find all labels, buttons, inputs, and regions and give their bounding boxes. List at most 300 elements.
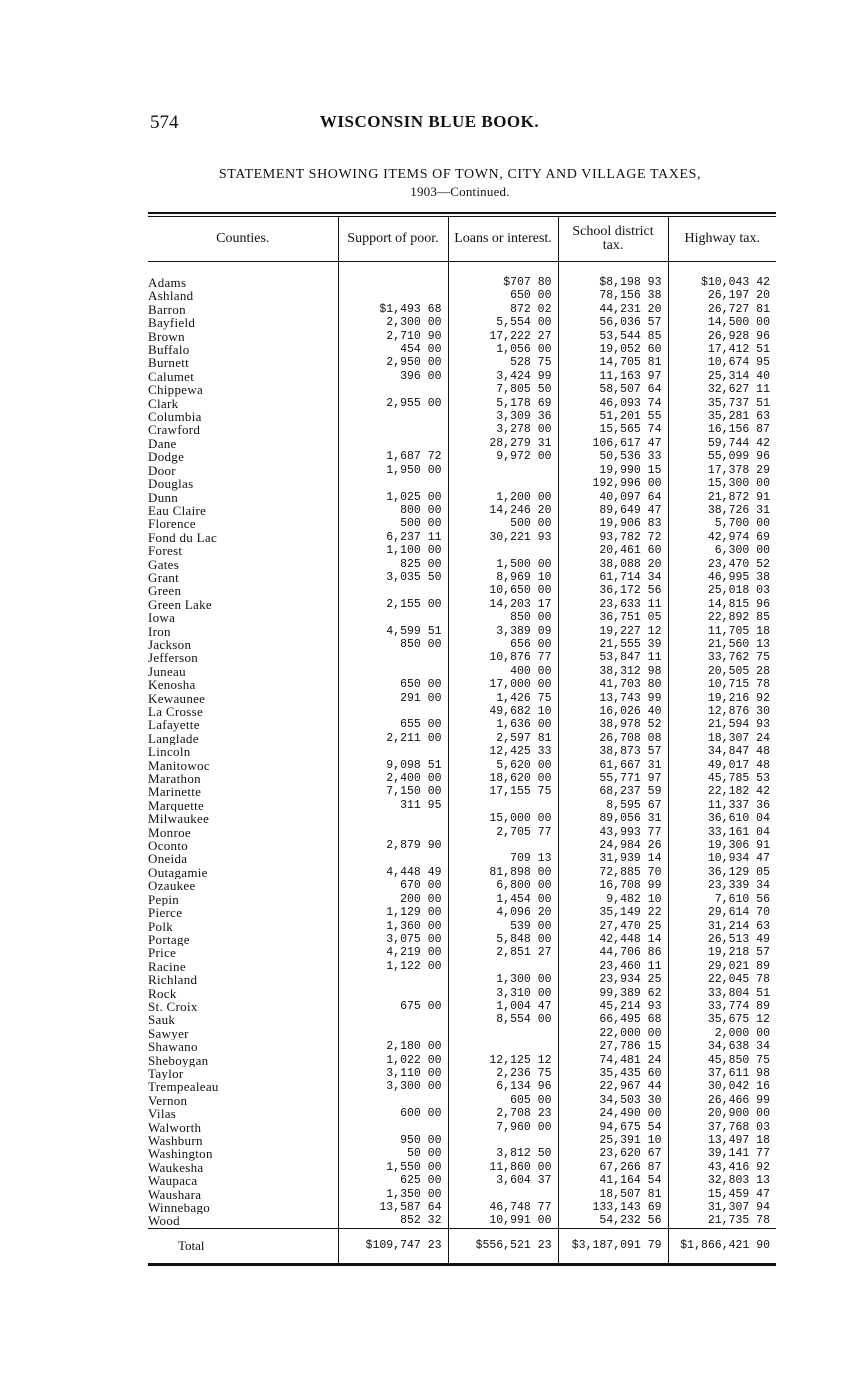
- highway-tax: 10,715 78: [668, 678, 776, 691]
- loans-or-interest: 3,424 99: [448, 370, 558, 383]
- county-name: Lincoln: [148, 745, 191, 759]
- county-name: Rock: [148, 986, 177, 1000]
- loans-or-interest: 650 00: [448, 289, 558, 302]
- highway-tax: 25,018 03: [668, 584, 776, 597]
- support-of-poor: 2,710 90: [338, 330, 448, 343]
- loans-or-interest: [448, 1027, 558, 1040]
- school-district-tax: 38,088 20: [558, 558, 668, 571]
- support-of-poor: 1,550 00: [338, 1161, 448, 1174]
- school-district-tax: 19,227 12: [558, 625, 668, 638]
- county-name: Sauk: [148, 1013, 176, 1027]
- school-district-tax: 18,507 81: [558, 1188, 668, 1201]
- support-of-poor: 3,300 00: [338, 1080, 448, 1093]
- county-name: Richland: [148, 973, 198, 987]
- support-of-poor: 2,211 00: [338, 732, 448, 745]
- county-name: Chippewa: [148, 383, 204, 397]
- county-name: Wood: [148, 1214, 180, 1229]
- school-district-tax: 94,675 54: [558, 1121, 668, 1134]
- total-label: Total: [148, 1228, 338, 1263]
- school-district-tax: 11,163 97: [558, 370, 668, 383]
- table-row: [148, 946, 776, 959]
- highway-tax: 15,300 00: [668, 477, 776, 490]
- county-name: Adams: [148, 276, 187, 290]
- loans-or-interest: 7,960 00: [448, 1121, 558, 1134]
- support-of-poor: [338, 705, 448, 718]
- loans-or-interest: [448, 799, 558, 812]
- county-name: Winnebago: [148, 1201, 211, 1215]
- support-of-poor: 1,350 00: [338, 1188, 448, 1201]
- county-name: Juneau: [148, 664, 186, 679]
- school-district-tax: 27,786 15: [558, 1040, 668, 1053]
- column-header-support-of-poor: Support of poor.: [338, 217, 448, 262]
- loans-or-interest: 10,650 00: [448, 584, 558, 597]
- highway-tax: 34,847 48: [668, 745, 776, 758]
- total-highway-tax: $1,866,421 90: [668, 1228, 776, 1263]
- school-district-tax: 89,649 47: [558, 504, 668, 517]
- county-name: Trempealeau: [148, 1080, 219, 1094]
- loans-or-interest: 12,425 33: [448, 745, 558, 758]
- table-row: [148, 598, 776, 611]
- support-of-poor: [338, 812, 448, 825]
- highway-tax: 26,928 96: [668, 330, 776, 343]
- highway-tax: 29,021 89: [668, 960, 776, 973]
- support-of-poor: [338, 477, 448, 490]
- school-district-tax: 19,990 15: [558, 464, 668, 477]
- county-name: Sheboygan: [148, 1053, 209, 1067]
- loans-or-interest: 850 00: [448, 611, 558, 624]
- school-district-tax: 54,232 56: [558, 1214, 668, 1228]
- county-name: Pierce: [148, 906, 183, 920]
- support-of-poor: 2,300 00: [338, 316, 448, 329]
- highway-tax: 32,803 13: [668, 1174, 776, 1187]
- table-row: [148, 383, 776, 396]
- loans-or-interest: 15,000 00: [448, 812, 558, 825]
- highway-tax: 2,000 00: [668, 1027, 776, 1040]
- table-row: [148, 1214, 776, 1228]
- highway-tax: 11,337 36: [668, 799, 776, 812]
- county-name: Jackson: [148, 637, 192, 652]
- school-district-tax: 61,714 34: [558, 571, 668, 584]
- table-row: [148, 558, 776, 571]
- table-row: [148, 504, 776, 517]
- loans-or-interest: 2,705 77: [448, 826, 558, 839]
- county-name: Sawyer: [148, 1026, 189, 1041]
- school-district-tax: 72,885 70: [558, 866, 668, 879]
- school-district-tax: 56,036 57: [558, 316, 668, 329]
- county-name: Langlade: [148, 731, 199, 746]
- table-row: [148, 1013, 776, 1026]
- support-of-poor: [338, 289, 448, 302]
- school-district-tax: 50,536 33: [558, 450, 668, 463]
- loans-or-interest: 3,389 09: [448, 625, 558, 638]
- loans-or-interest: 11,860 00: [448, 1161, 558, 1174]
- highway-tax: 42,974 69: [668, 531, 776, 544]
- support-of-poor: 2,180 00: [338, 1040, 448, 1053]
- school-district-tax: 41,164 54: [558, 1174, 668, 1187]
- table-row: [148, 799, 776, 812]
- support-of-poor: 396 00: [338, 370, 448, 383]
- school-district-tax: 21,555 39: [558, 638, 668, 651]
- table-row: [148, 370, 776, 383]
- loans-or-interest: 8,969 10: [448, 571, 558, 584]
- title-subline: 1903—Continued.: [410, 184, 510, 199]
- loans-or-interest: 18,620 00: [448, 772, 558, 785]
- school-district-tax: 20,461 60: [558, 544, 668, 557]
- county-name: Forest: [148, 544, 183, 558]
- loans-or-interest: 3,604 37: [448, 1174, 558, 1187]
- table-row: [148, 960, 776, 973]
- loans-or-interest: 10,991 00: [448, 1214, 558, 1228]
- support-of-poor: 825 00: [338, 558, 448, 571]
- county-name: Ashland: [148, 289, 194, 303]
- county-name: Lafayette: [148, 718, 200, 732]
- highway-tax: 36,129 05: [668, 866, 776, 879]
- school-district-tax: 44,231 20: [558, 303, 668, 316]
- county-name: Racine: [148, 959, 186, 974]
- highway-tax: 45,785 53: [668, 772, 776, 785]
- county-name: Jefferson: [148, 651, 199, 665]
- school-district-tax: 24,984 26: [558, 839, 668, 852]
- support-of-poor: 655 00: [338, 718, 448, 731]
- school-district-tax: 99,389 62: [558, 987, 668, 1000]
- highway-tax: 33,804 51: [668, 987, 776, 1000]
- loans-or-interest: [448, 960, 558, 973]
- school-district-tax: 16,708 99: [558, 879, 668, 892]
- school-district-tax: 38,873 57: [558, 745, 668, 758]
- loans-or-interest: 6,800 00: [448, 879, 558, 892]
- loans-or-interest: 14,246 20: [448, 504, 558, 517]
- county-name: Outagamie: [148, 865, 208, 880]
- county-name: Kenosha: [148, 678, 196, 692]
- support-of-poor: 950 00: [338, 1134, 448, 1147]
- support-of-poor: 50 00: [338, 1147, 448, 1160]
- table-row: [148, 437, 776, 450]
- school-district-tax: 23,460 11: [558, 960, 668, 973]
- loans-or-interest: 81,898 00: [448, 866, 558, 879]
- table-row: [148, 1094, 776, 1107]
- table-row: [148, 852, 776, 865]
- county-name: Vilas: [148, 1107, 177, 1121]
- support-of-poor: 2,955 00: [338, 397, 448, 410]
- table-row: [148, 1161, 776, 1174]
- support-of-poor: 9,098 51: [338, 759, 448, 772]
- loans-or-interest: 46,748 77: [448, 1201, 558, 1214]
- loans-or-interest: 3,278 00: [448, 423, 558, 436]
- highway-tax: $10,043 42: [668, 276, 776, 289]
- table-row: [148, 544, 776, 557]
- loans-or-interest: 1,636 00: [448, 718, 558, 731]
- support-of-poor: 4,448 49: [338, 866, 448, 879]
- highway-tax: 11,705 18: [668, 625, 776, 638]
- highway-tax: 10,674 95: [668, 356, 776, 369]
- table-row: [148, 1107, 776, 1120]
- county-name: Waushara: [148, 1187, 202, 1202]
- county-name: Dane: [148, 436, 177, 451]
- support-of-poor: 1,022 00: [338, 1054, 448, 1067]
- school-district-tax: 55,771 97: [558, 772, 668, 785]
- support-of-poor: 6,237 11: [338, 531, 448, 544]
- total-support-of-poor: $109,747 23: [338, 1228, 448, 1263]
- column-header-highway-tax: Highway tax.: [668, 217, 776, 262]
- support-of-poor: [338, 1094, 448, 1107]
- county-name: Waukesha: [148, 1160, 204, 1175]
- table-row: [148, 839, 776, 852]
- county-name: Buffalo: [148, 343, 190, 357]
- county-name: St. Croix: [148, 999, 198, 1014]
- highway-tax: 19,218 57: [668, 946, 776, 959]
- loans-or-interest: 539 00: [448, 920, 558, 933]
- school-district-tax: 42,448 14: [558, 933, 668, 946]
- county-name: Florence: [148, 517, 196, 531]
- loans-or-interest: 8,554 00: [448, 1013, 558, 1026]
- table-row: [148, 1080, 776, 1093]
- school-district-tax: 41,703 80: [558, 678, 668, 691]
- highway-tax: 13,497 18: [668, 1134, 776, 1147]
- school-district-tax: 58,507 64: [558, 383, 668, 396]
- highway-tax: 14,500 00: [668, 316, 776, 329]
- support-of-poor: 1,129 00: [338, 906, 448, 919]
- table-row: [148, 397, 776, 410]
- table-row: [148, 584, 776, 597]
- school-district-tax: 24,490 00: [558, 1107, 668, 1120]
- school-district-tax: 13,743 99: [558, 692, 668, 705]
- county-name: Portage: [148, 932, 190, 947]
- loans-or-interest: 6,134 96: [448, 1080, 558, 1093]
- highway-tax: 33,161 04: [668, 826, 776, 839]
- school-district-tax: 43,993 77: [558, 826, 668, 839]
- table-row: [148, 987, 776, 1000]
- loans-or-interest: 17,222 27: [448, 330, 558, 343]
- loans-or-interest: 4,096 20: [448, 906, 558, 919]
- school-district-tax: 61,667 31: [558, 759, 668, 772]
- county-name: Columbia: [148, 410, 202, 424]
- support-of-poor: [338, 437, 448, 450]
- table-row: [148, 785, 776, 798]
- school-district-tax: 22,000 00: [558, 1027, 668, 1040]
- table-row: [148, 477, 776, 490]
- column-header-loans-or-interest: Loans or interest.: [448, 217, 558, 262]
- support-of-poor: 4,599 51: [338, 625, 448, 638]
- loans-or-interest: 1,454 00: [448, 893, 558, 906]
- highway-tax: 33,762 75: [668, 651, 776, 664]
- support-of-poor: 13,587 64: [338, 1201, 448, 1214]
- support-of-poor: [338, 651, 448, 664]
- county-name: Iron: [148, 624, 171, 638]
- loans-or-interest: 709 13: [448, 852, 558, 865]
- highway-tax: 46,995 38: [668, 571, 776, 584]
- highway-tax: 17,412 51: [668, 343, 776, 356]
- loans-or-interest: 5,554 00: [448, 316, 558, 329]
- school-district-tax: 45,214 93: [558, 1000, 668, 1013]
- table-row: [148, 611, 776, 624]
- loans-or-interest: 3,310 00: [448, 987, 558, 1000]
- table-row: [148, 330, 776, 343]
- highway-tax: 21,560 13: [668, 638, 776, 651]
- school-district-tax: 38,312 98: [558, 665, 668, 678]
- table-row: [148, 692, 776, 705]
- support-of-poor: 650 00: [338, 678, 448, 691]
- support-of-poor: [338, 276, 448, 289]
- school-district-tax: 53,847 11: [558, 651, 668, 664]
- county-name: Milwaukee: [148, 812, 210, 826]
- school-district-tax: 35,435 60: [558, 1067, 668, 1080]
- table-row: [148, 1134, 776, 1147]
- school-district-tax: 19,906 83: [558, 517, 668, 530]
- support-of-poor: 800 00: [338, 504, 448, 517]
- highway-tax: 22,182 42: [668, 785, 776, 798]
- county-name: Green Lake: [148, 597, 212, 612]
- loans-or-interest: 17,000 00: [448, 678, 558, 691]
- support-of-poor: [338, 826, 448, 839]
- county-name: Green: [148, 584, 182, 598]
- school-district-tax: 44,706 86: [558, 946, 668, 959]
- county-name: Marinette: [148, 785, 202, 799]
- school-district-tax: 51,201 55: [558, 410, 668, 423]
- support-of-poor: 2,400 00: [338, 772, 448, 785]
- highway-tax: 19,216 92: [668, 692, 776, 705]
- loans-or-interest: 9,972 00: [448, 450, 558, 463]
- table-row: [148, 1054, 776, 1067]
- highway-tax: 45,850 75: [668, 1054, 776, 1067]
- tax-table-container: [148, 212, 776, 1266]
- school-district-tax: 23,934 25: [558, 973, 668, 986]
- loans-or-interest: 3,812 50: [448, 1147, 558, 1160]
- support-of-poor: [338, 1013, 448, 1026]
- school-district-tax: 23,633 11: [558, 598, 668, 611]
- school-district-tax: 34,503 30: [558, 1094, 668, 1107]
- highway-tax: 21,735 78: [668, 1214, 776, 1228]
- table-row: [148, 1027, 776, 1040]
- county-name: Burnett: [148, 356, 190, 370]
- county-name: Barron: [148, 302, 186, 317]
- county-name: Calumet: [148, 369, 195, 384]
- table-row: [148, 276, 776, 289]
- loans-or-interest: 1,426 75: [448, 692, 558, 705]
- loans-or-interest: 1,500 00: [448, 558, 558, 571]
- school-district-tax: 27,470 25: [558, 920, 668, 933]
- school-district-tax: 14,705 81: [558, 356, 668, 369]
- support-of-poor: 1,360 00: [338, 920, 448, 933]
- loans-or-interest: 1,300 00: [448, 973, 558, 986]
- highway-tax: 23,470 52: [668, 558, 776, 571]
- school-district-tax: 106,617 47: [558, 437, 668, 450]
- table-row: [148, 531, 776, 544]
- table-row: [148, 933, 776, 946]
- loans-or-interest: 2,597 81: [448, 732, 558, 745]
- loans-or-interest: 528 75: [448, 356, 558, 369]
- table-row: [148, 973, 776, 986]
- highway-tax: 5,700 00: [668, 517, 776, 530]
- loans-or-interest: 872 02: [448, 303, 558, 316]
- support-of-poor: [338, 1121, 448, 1134]
- table-row: [148, 1188, 776, 1201]
- county-name: Brown: [148, 329, 185, 344]
- bottom-rule: [148, 1263, 776, 1266]
- county-name: Iowa: [148, 611, 176, 625]
- total-row: [148, 1228, 776, 1263]
- school-district-tax: 38,978 52: [558, 718, 668, 731]
- loans-or-interest: 17,155 75: [448, 785, 558, 798]
- school-district-tax: 19,052 60: [558, 343, 668, 356]
- support-of-poor: 3,075 00: [338, 933, 448, 946]
- county-name: Taylor: [148, 1066, 184, 1081]
- support-of-poor: 500 00: [338, 517, 448, 530]
- loans-or-interest: 605 00: [448, 1094, 558, 1107]
- table-row: [148, 920, 776, 933]
- table-row: [148, 1147, 776, 1160]
- book-title: WISCONSIN BLUE BOOK.: [319, 112, 540, 131]
- table-row: [148, 1174, 776, 1187]
- school-district-tax: 68,237 59: [558, 785, 668, 798]
- highway-tax: 34,638 34: [668, 1040, 776, 1053]
- loans-or-interest: 3,309 36: [448, 410, 558, 423]
- highway-tax: 35,737 51: [668, 397, 776, 410]
- table-row: [148, 625, 776, 638]
- table-row: [148, 571, 776, 584]
- county-name: Grant: [148, 570, 180, 585]
- support-of-poor: [338, 1027, 448, 1040]
- county-name: Waupaca: [148, 1174, 198, 1188]
- support-of-poor: 2,950 00: [338, 356, 448, 369]
- support-of-poor: 200 00: [338, 893, 448, 906]
- loans-or-interest: 2,708 23: [448, 1107, 558, 1120]
- support-of-poor: 850 00: [338, 638, 448, 651]
- highway-tax: 22,892 85: [668, 611, 776, 624]
- loans-or-interest: [448, 464, 558, 477]
- county-name: La Crosse: [148, 705, 204, 719]
- highway-tax: 35,281 63: [668, 410, 776, 423]
- loans-or-interest: 2,851 27: [448, 946, 558, 959]
- school-district-tax: 26,708 08: [558, 732, 668, 745]
- table-row: [148, 356, 776, 369]
- loans-or-interest: 30,221 93: [448, 531, 558, 544]
- support-of-poor: 600 00: [338, 1107, 448, 1120]
- table-row: [148, 879, 776, 892]
- highway-tax: 35,675 12: [668, 1013, 776, 1026]
- table-row: [148, 759, 776, 772]
- support-of-poor: 625 00: [338, 1174, 448, 1187]
- spacer-row: [148, 262, 776, 277]
- highway-tax: 49,017 48: [668, 759, 776, 772]
- support-of-poor: [338, 611, 448, 624]
- county-name: Pepin: [148, 892, 180, 907]
- loans-or-interest: 656 00: [448, 638, 558, 651]
- highway-tax: 30,042 16: [668, 1080, 776, 1093]
- school-district-tax: 15,565 74: [558, 423, 668, 436]
- loans-or-interest: 1,004 47: [448, 1000, 558, 1013]
- loans-or-interest: 5,620 00: [448, 759, 558, 772]
- school-district-tax: 78,156 38: [558, 289, 668, 302]
- support-of-poor: 2,155 00: [338, 598, 448, 611]
- school-district-tax: 16,026 40: [558, 705, 668, 718]
- highway-tax: 17,378 29: [668, 464, 776, 477]
- highway-tax: 25,314 40: [668, 370, 776, 383]
- county-name: Door: [148, 463, 176, 478]
- support-of-poor: 1,025 00: [338, 491, 448, 504]
- highway-tax: 33,774 89: [668, 1000, 776, 1013]
- school-district-tax: 9,482 10: [558, 893, 668, 906]
- support-of-poor: [338, 423, 448, 436]
- county-name: Eau Claire: [148, 503, 207, 518]
- highway-tax: 7,610 56: [668, 893, 776, 906]
- county-name: Gates: [148, 557, 180, 571]
- highway-tax: 16,156 87: [668, 423, 776, 436]
- loans-or-interest: 49,682 10: [448, 705, 558, 718]
- highway-tax: 43,416 92: [668, 1161, 776, 1174]
- table-row: [148, 812, 776, 825]
- school-district-tax: 8,595 67: [558, 799, 668, 812]
- support-of-poor: $1,493 68: [338, 303, 448, 316]
